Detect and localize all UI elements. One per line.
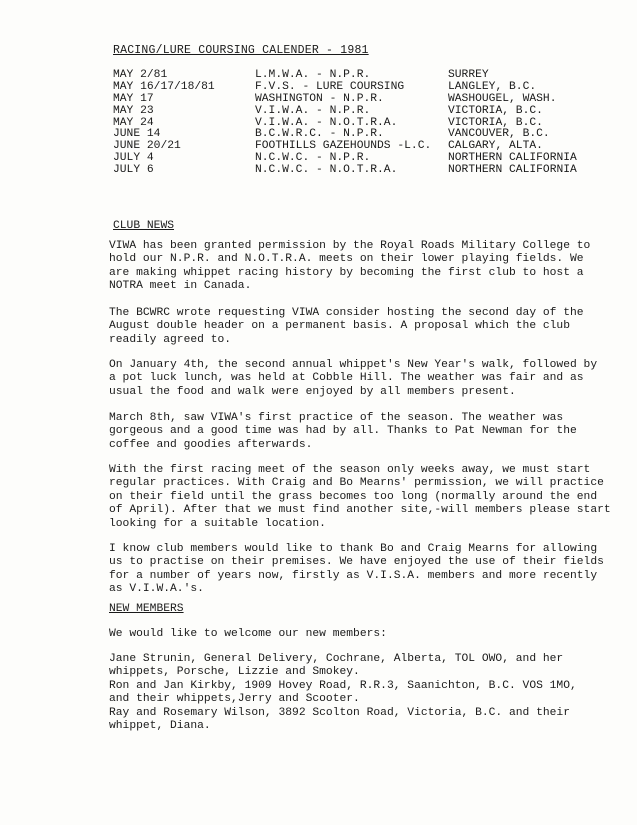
- welcome-line: [109, 628, 609, 641]
- calendar-title: RACING/LURE COURSING CALENDER - 1981: [113, 44, 369, 57]
- schedule-place: LANGLEY, B.C.: [448, 80, 537, 93]
- schedule-date: MAY 2/81: [113, 69, 168, 81]
- paragraph-line: looking for a suitable location.: [109, 517, 326, 530]
- member-line: Ron and Jan Kirkby, 1909 Hovey Road, R.R.3, Saanichton, B.C. VOS 1MO,: [109, 679, 577, 692]
- schedule-event: WASHINGTON - N.P.R.: [255, 92, 384, 105]
- schedule-event: N.C.W.C. - N.P.R.: [255, 152, 371, 165]
- paragraph-line: VIWA has been granted permission by the Royal Roads Military College to: [109, 240, 591, 252]
- schedule-event: B.C.W.R.C. - N.P.R.: [255, 128, 384, 141]
- paragraph-line: On January 4th, the second annual whippet's New Year's walk, followed by: [109, 359, 598, 371]
- member-list: [109, 653, 609, 733]
- news-paragraph: [109, 240, 609, 294]
- member-line: whippet, Diana.: [109, 719, 211, 732]
- paragraph-line: on their field until the grass becomes too long (normally around the end: [109, 490, 598, 503]
- schedule-date: JULY 6: [113, 164, 154, 177]
- schedule-place: NORTHERN CALIFORNIA: [448, 164, 577, 177]
- schedule-event: V.I.W.A. - N.P.R.: [255, 104, 371, 117]
- paragraph-line: regular practices. With Craig and Bo Mearns' permission, we will practice: [109, 477, 604, 490]
- schedule-place: VANCOUVER, B.C.: [448, 128, 550, 141]
- paragraph-line: of April). After that we must find another site,-will members please start: [109, 504, 611, 517]
- schedule-event: F.V.S. - LURE COURSING: [255, 80, 405, 93]
- schedule-events: [255, 70, 431, 177]
- schedule-event: L.M.W.A. - N.P.R.: [255, 69, 371, 81]
- paragraph-line: gorgeous and a good time was had by all. Thanks to Pat Newman for the: [109, 425, 577, 438]
- paragraph-line: usual the food and walk were enjoyed by all members present.: [109, 385, 516, 398]
- paragraph-line: coffee and goodies afterwards.: [109, 438, 313, 451]
- schedule-date: MAY 23: [113, 104, 154, 117]
- schedule-place: SURREY: [448, 69, 489, 81]
- schedule-event: N.C.W.C. - N.O.T.R.A.: [255, 164, 398, 177]
- news-paragraph: [109, 307, 609, 347]
- paragraph-line: are making whippet racing history by becoming the first club to host a: [109, 266, 584, 279]
- schedule-place: VICTORIA, B.C.: [448, 116, 543, 129]
- schedule-date: MAY 16/17/18/81: [113, 80, 215, 93]
- schedule-event: V.I.W.A. - N.O.T.R.A.: [255, 116, 398, 129]
- schedule-place: VICTORIA, B.C.: [448, 104, 543, 117]
- paragraph-line: hold our N.P.R. and N.O.T.R.A. meets on their lower playing fields. We: [109, 253, 584, 266]
- paragraph-line: NOTRA meet in Canada.: [109, 280, 252, 293]
- schedule-place: WASHOUGEL, WASH.: [448, 92, 557, 105]
- paragraph-line: The BCWRC wrote requesting VIWA consider hosting the second day of the: [109, 307, 584, 319]
- member-line: and their whippets,Jerry and Scooter.: [109, 693, 360, 706]
- schedule-date: JULY 4: [113, 152, 154, 165]
- schedule-date: MAY 17: [113, 92, 154, 105]
- paragraph-line: a pot luck lunch, was held at Cobble Hill. The weather was fair and as: [109, 372, 584, 385]
- schedule-date: MAY 24: [113, 116, 154, 129]
- paragraph-line: us to practise on their premises. We have enjoyed the use of their fields: [109, 556, 604, 569]
- paragraph-line: With the first racing meet of the season only weeks away, we must start: [109, 464, 591, 476]
- paragraph-line: We would like to welcome our new members:: [109, 628, 387, 640]
- schedule-places: [448, 70, 577, 177]
- paragraph-line: as V.I.W.A.'s.: [109, 583, 204, 596]
- paragraph-line: readily agreed to.: [109, 333, 232, 346]
- news-paragraph: [109, 464, 609, 531]
- schedule-date: JUNE 20/21: [113, 140, 181, 153]
- schedule-dates: [113, 70, 215, 177]
- schedule-event: FOOTHILLS GAZEHOUNDS -L.C.: [255, 140, 432, 153]
- paragraph-line: for a number of years now, firstly as V.I.S.A. members and more recently: [109, 569, 598, 582]
- new-members-heading: NEW MEMBERS: [109, 603, 184, 615]
- news-paragraph: [109, 359, 609, 399]
- news-paragraph: [109, 412, 609, 452]
- schedule-place: NORTHERN CALIFORNIA: [448, 152, 577, 165]
- news-paragraph: [109, 543, 609, 597]
- paragraph-line: I know club members would like to thank Bo and Craig Mearns for allowing: [109, 543, 598, 555]
- paragraph-line: March 8th, saw VIWA's first practice of the season. The weather was: [109, 412, 564, 424]
- member-line: whippets, Porsche, Lizzie and Smokey.: [109, 666, 360, 679]
- member-line: Ray and Rosemary Wilson, 3892 Scolton Road, Victoria, B.C. and their: [109, 706, 570, 719]
- club-news-heading: CLUB NEWS: [113, 220, 175, 232]
- schedule-date: JUNE 14: [113, 128, 161, 141]
- member-line: Jane Strunin, General Delivery, Cochrane, Alberta, TOL OWO, and her: [109, 653, 564, 665]
- schedule-place: CALGARY, ALTA.: [448, 140, 543, 153]
- paragraph-line: August double header on a permanent basis. A proposal which the club: [109, 320, 570, 333]
